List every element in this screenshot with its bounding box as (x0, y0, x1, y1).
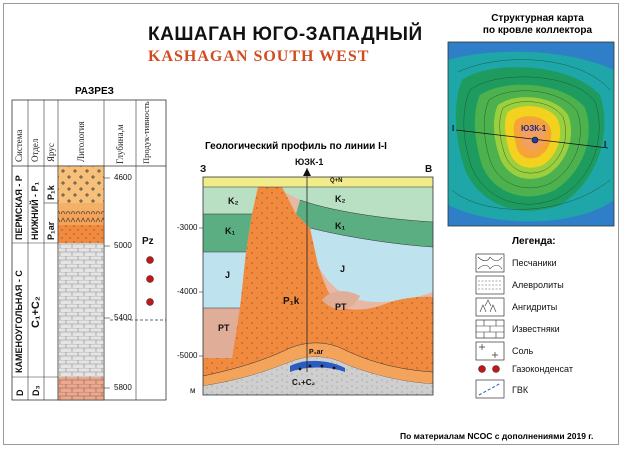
depth-4600: 4600 (114, 173, 132, 182)
header-productivity: Продук-тивность (141, 101, 151, 164)
depth-tick-3000: -3000 (177, 223, 198, 232)
legend-gas-symbol (479, 366, 500, 373)
series-c1-c2: C₁+C₂ (30, 296, 42, 328)
legend-anhydrite-label: Ангидриты (512, 302, 558, 312)
depth-5800: 5800 (114, 383, 132, 392)
layer-j-right: J (340, 264, 346, 274)
depth-5400: 5400 (114, 313, 132, 322)
footer-source: По материалам NCOC с дополнениями 2019 г. (400, 431, 594, 441)
map-title-line2: по кровле коллектора (482, 25, 593, 36)
layer-k2-left: K₂ (228, 196, 239, 206)
header-stage: Ярус (46, 143, 56, 162)
depth-tick-5000: -5000 (177, 351, 198, 360)
title-english: KASHAGAN SOUTH WEST (148, 48, 370, 65)
legend-anhydrite-symbol (476, 298, 504, 316)
depth-unit: м (190, 386, 196, 395)
series-lower-permian: НИЖНИЙ - P₁ (30, 181, 40, 240)
profile-title: Геологический профиль по линии I-I (205, 141, 387, 152)
system-carboniferous: КАМЕНОУГОЛЬНАЯ - С (14, 270, 24, 373)
header-series: Отдел (30, 138, 40, 162)
series-d3: D₃ (31, 385, 41, 396)
layer-p1k: P₁k (283, 296, 300, 307)
layer-k2-right: K₂ (335, 194, 346, 204)
layer-pt-right: PT (335, 302, 347, 312)
layer-k1-left: K₁ (225, 226, 236, 236)
profile-well-label: ЮЗК-1 (295, 157, 324, 167)
legend-title: Легенда: (512, 236, 556, 247)
system-permian: ПЕРМСКАЯ - P (14, 175, 24, 240)
legend-salt-symbol (476, 342, 504, 360)
legend-limestone-label: Известняки (512, 324, 560, 334)
legend-sandstone-label: Песчаники (512, 258, 557, 268)
layer-j-left: J (225, 270, 231, 280)
legend-gas-label: Газоконденсат (512, 364, 573, 374)
layer-pt-left: PT (218, 323, 230, 333)
layer-qn: Q+N (330, 178, 343, 184)
legend-gwc-label: ГВК (512, 385, 529, 395)
depth-5000: 5000 (114, 241, 132, 250)
map-title-line1: Структурная карта (491, 13, 584, 24)
section-label: РАЗРЕЗ (75, 86, 114, 97)
legend-limestone-symbol (476, 320, 504, 338)
stage-p1k: P₁k (46, 185, 56, 200)
map-well-label: ЮЗК-1 (521, 124, 547, 133)
depth-tick-4000: -4000 (177, 287, 198, 296)
legend-siltstone-symbol (476, 276, 504, 294)
header-system: Система (14, 129, 24, 162)
header-depth: Глубина,м (115, 124, 125, 164)
title-russian: КАШАГАН ЮГО-ЗАПАДНЫЙ (148, 24, 423, 45)
layer-p1ar: P₁ar (309, 349, 324, 356)
legend-gwc-symbol (476, 380, 504, 398)
profile-west-label: З (200, 164, 207, 175)
legend-sandstone-symbol (476, 254, 504, 272)
layer-c1c2: C₁+C₂ (292, 378, 316, 387)
map-line-end: I (604, 140, 607, 149)
layer-k1-right: K₁ (335, 221, 346, 231)
stage-p1ar: P₁ar (46, 221, 56, 240)
header-lithology: Литология (76, 121, 86, 162)
system-devonian: D (15, 389, 25, 396)
legend-salt-label: Соль (512, 346, 534, 356)
map-line-start: I (452, 124, 455, 133)
productivity-pz: Pz (142, 236, 154, 247)
profile-east-label: В (425, 164, 433, 175)
legend-siltstone-label: Алевролиты (512, 280, 564, 290)
